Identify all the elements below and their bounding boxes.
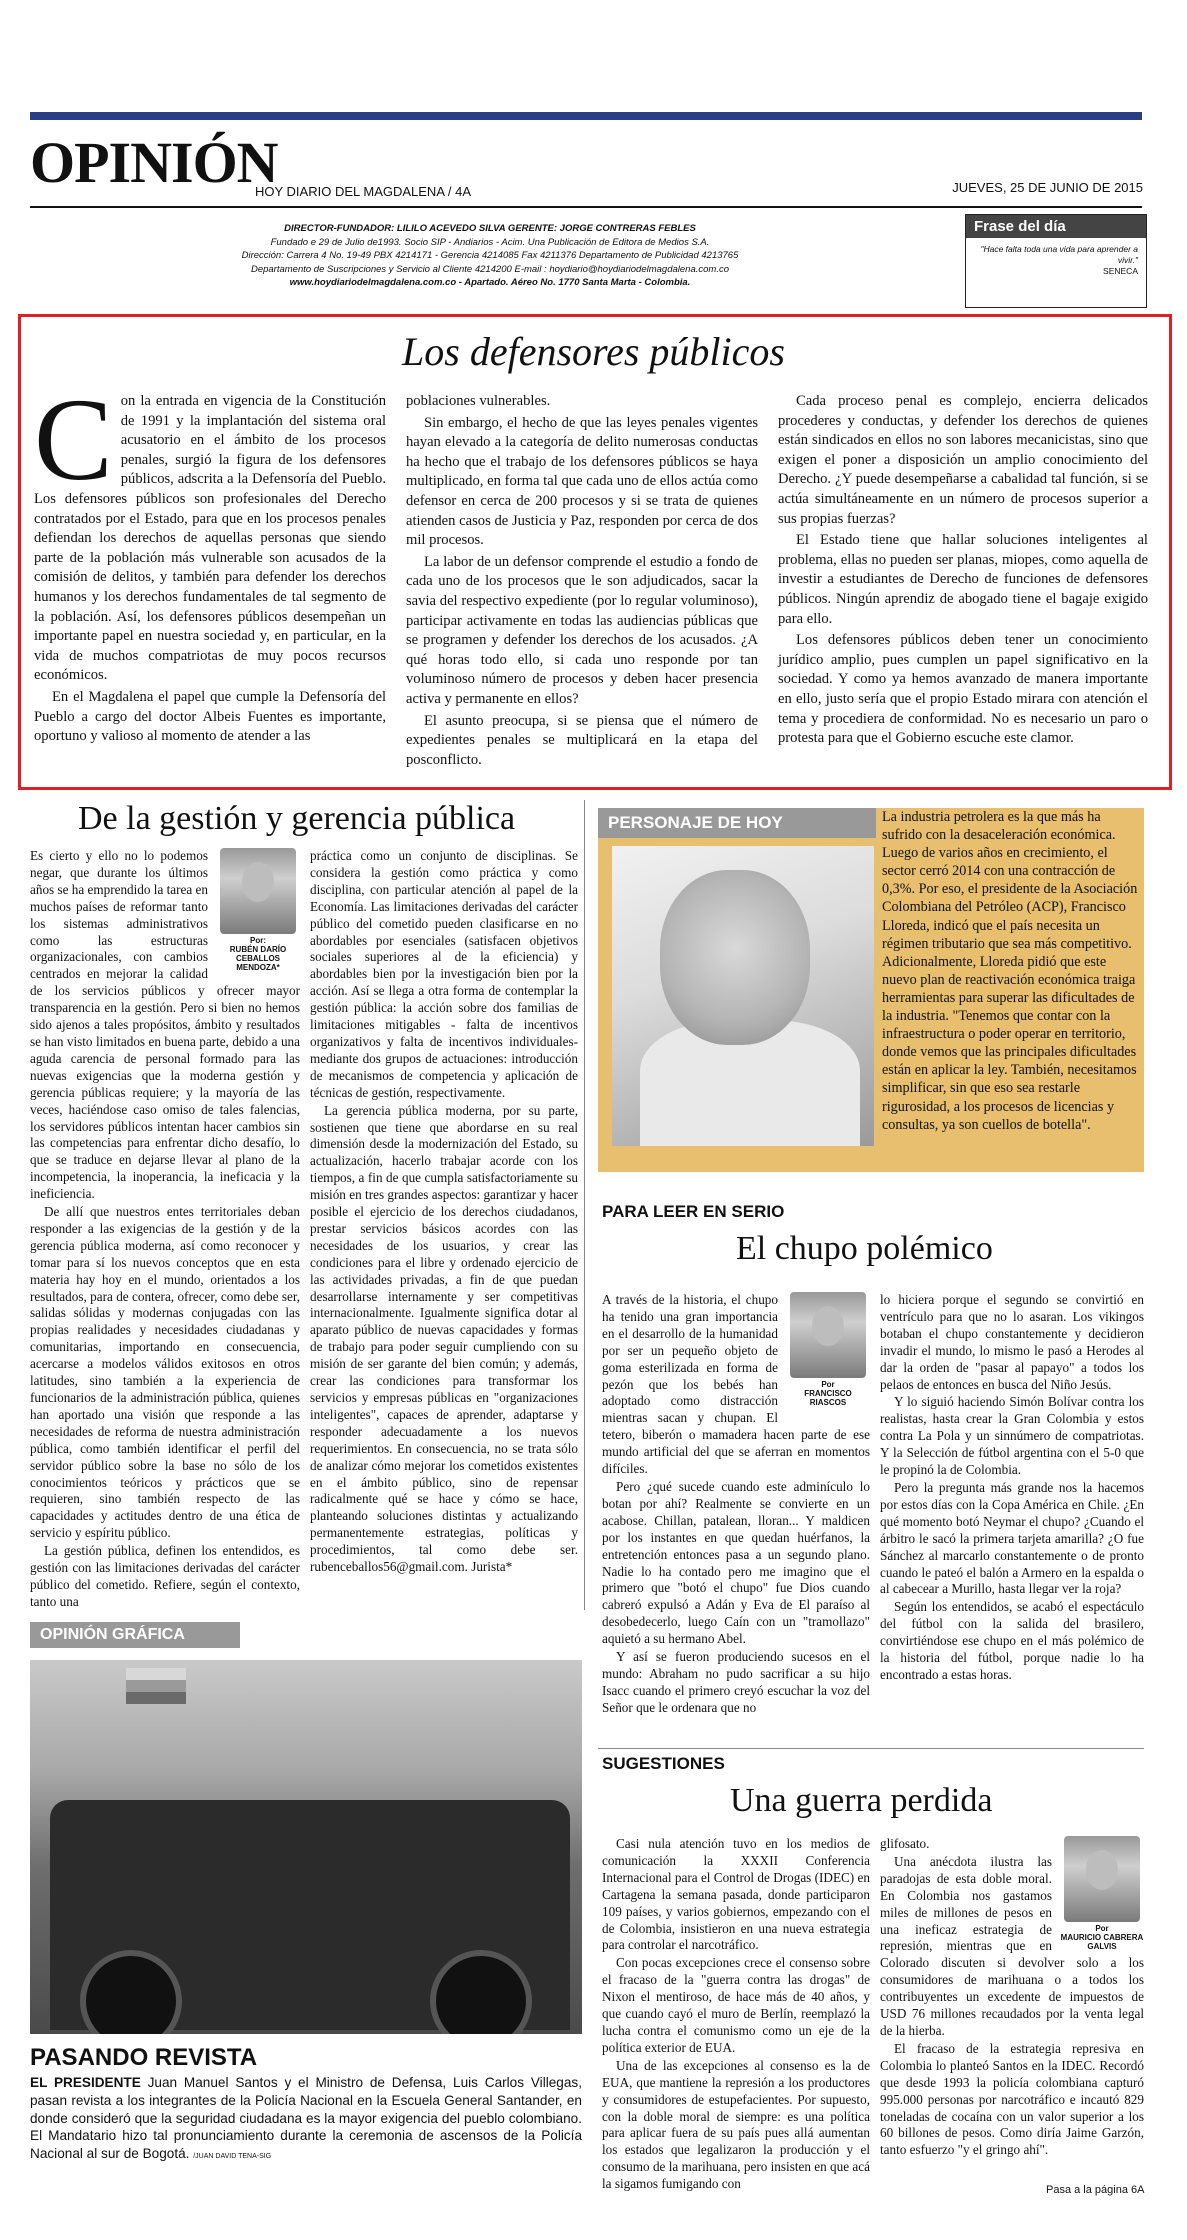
caption-lead: EL PRESIDENTE [30,2075,141,2090]
editorial-column-3 [778,392,1148,751]
guerra-column-2 [880,1836,1144,2160]
guerra-column-1 [602,1836,870,2194]
byline-name: MAURICIO CABRERA GALVIS [1060,1933,1144,1951]
chupo-paragraph: lo hiciera porque el segundo se convirtió en ventrículo para que no lo asaran. Los vikingos botaban el chupo constantemente y decidieron invadir el mundo, lo mismo le pasó a Herodes al dar la orden de "pasar al papayo" a todos los pelaos de entonces en busca del Niño Jesús. [880,1292,1144,1392]
guerra-title: Una guerra perdida [730,1782,993,1819]
editorial-paragraph: Sin embargo, el hecho de que las leyes penales vigentes hayan elevado a la categoría de delito numerosas conductas ha hecho que el trabajo de los defensores públicos se haya multiplicado, en forma tal que cada uno de ellos actúa como defensor en cerca de 200 procesos y si se trata de quienes atienden casos de Justicia y Paz, responden por cerca de dos mil procesos. [406,414,758,549]
section-divider [598,1748,1144,1749]
drop-cap: C [34,374,113,505]
gestion-paragraph: Es cierto y ello no lo podemos negar, que durante los últimos años se ha emprendido la tarea en muchos países de reformar tanto los sistemas administrativos como las estructuras organizacionales, con cambios centrados en mejorar la calidad de los servicios públicos y ofrecer mayor transparencia en la gestión. Pero si bien no hemos sido ajenos a tales propósitos, ámbito y resultados se han visto limitados en buena parte, debido a una aguda carencia de personal formado para las nuevas exigencias que la moderna gestión y gerencia públicas requiere; y la mayoría de las veces, haciéndose caso omiso de tales falencias, los servidores públicos intentan hacer cambios sin las competencias para enfrentar dicho desafío, lo que se traduce en dejarse llevar al plano de la incompetencia, la inoperancia, la ineficacia y la ineficiencia. [30,848,300,1202]
guerra-paragraph: El fracaso de la estrategia represiva en Colombia lo planteó Santos en la IDEC. Recordó que desde 1993 la policía colombiana capturó 995.000 personas por narcotráfico e incautó 829 toneladas de cocaína con un valor superior a los 60 billones de pesos. Como diría Jaime Garzón, tanto esfuerzo "y el gringo ahí". [880,2040,1144,2158]
masthead-rule [30,206,1142,208]
gestion-paragraph: práctica como un conjunto de disciplinas. Se considera la gestión como práctica y como disciplina, con particular atención al papel de la Economía. Las limitaciones derivadas del carácter público del cometido pueden clasificarse en no abordables por esenciales (satisfacen objetivos sociales superiores al de la eficiencia) y abordables bien por la investigación bien por la acción. Así se llega a otra forma de contemplar la gestión pública: la acción sobre dos familias de limitaciones mitigables - falta de incentivos organizativos y falta de incentivos individuales- mediante dos grupos de actuaciones: introducción de mecanismos de competencia y aplicación de técnicas de gestión, respectivamente. [310,848,578,1100]
author-photo [790,1292,866,1378]
guerra-paragraph: Casi nula atención tuvo en los medios de comunicación la XXXII Conferencia Internacional para el Control de Drogas (IDEC) en Cartagena la semana pasada, donde participaron 109 países, y varios gobiernos, empezando con el de Colombia, insistieron en una nueva estrategia para controlar el narcotráfico. [602,1836,870,1953]
guerra-paragraph: Con pocas excepciones crece el consenso sobre el fracaso de la "guerra contra las drogas" de Nixon el mentiroso, de hace más de 40 años, y que cuando cayó el muro de Berlín, reemplazó la lucha contra el comunismo como un eje de la política exterior de EUA. [602,1955,870,2055]
editorial-paragraph: poblaciones vulnerables. [406,393,551,409]
wheel-graphic [430,1950,532,2034]
credit-line: Dirección: Carrera 4 No. 19-49 PBX 4214171 - Gerencia 4214085 Fax 4211376 Departamento de Publicidad 4213765 [241,250,739,261]
editorial-column-2 [406,392,758,772]
gestion-paragraph: La gerencia pública moderna, por su parte, sostienen que tiene que abordarse en su real dimensión desde la modernización del Estado, su actualización, hacerlo trabajar acorde con los tiempos, a fin de que cumpla satisfactoriamente su misión en tres grandes aspectos: garantizar y hacer posible el ejercicio de los derechos ciudadanos, prestar servicios básicos acordes con las necesidades de los usuarios, y crear las condiciones para el libre y ordenado ejercicio de las actividades privadas, a fin de que puedan desarrollarse internamente y ser competitivas internacionalmente. Igualmente significa dotar al aparato público de nuevas capacidades y formas de trabajo para poder seguir cumpliendo con su misión de ser garante del bien común; y además, crear las condiciones para transformar los servicios y empresas públicas en "organizaciones inteligentes", capaces de aprender, adaptarse y responder adecuadamente a los nuevos requerimientos. En consecuencia, no se trata sólo de analizar cómo mejorar los cometidos existentes en el ámbito público, sino de repensar radicalmente qué se hace y cómo se hace, planteando soluciones distintas y actualizando permanentemente estrategias, políticas y procedimientos, tal como debe ser. rubenceballos56@gmail.com. Jurista* [310,1102,578,1575]
gestion-column-2 [310,848,578,1577]
chupo-kicker: PARA LEER EN SERIO [602,1202,785,1221]
guerra-paragraph: Una anécdota ilustra las paradojas de esta doble moral. En Colombia nos gastamos miles de millones de pesos en una ineficaz estrategia de represión, mientras que en Colorado discuten si devolver solo a los consumidores de marihuana o a todos los contribuyentes un excedente de impuestos de USD 76 millones recaudados por la venta legal de la hierba. [880,1853,1144,2038]
editorial-paragraph: El Estado tiene que hallar soluciones inteligentes al problema, ellas no pueden ser planas, miopes, como aquella de investir a estudiantes de Derecho de funciones de defensores públicos. Ningún aprendiz de abogado tiene el bagaje exigido para ello. [778,532,1148,627]
byline-name: RUBÉN DARÍO CEBALLOS MENDOZA* [229,945,287,972]
credit-line: www.hoydiariodelmagdalena.com.co - Apartado. Aéreo No. 1770 Santa Marta - Colombia. [289,277,691,288]
gestion-column-1 [30,848,300,1612]
chupo-paragraph: Según los entendidos, se acabó el espectáculo del fútbol con la salida del brasilero, convirtiéndose ese chupo en el más polémico de la historia del fútbol, porque nadie lo ha encontrado a estas horas. [880,1599,1144,1682]
chupo-column-2 [880,1292,1144,1685]
masthead-top-bar [30,112,1142,120]
flag-graphic [126,1668,186,1704]
quote-author: SENECA [1103,266,1138,276]
author-photo [1064,1836,1140,1922]
credit-line: DIRECTOR-FUNDADOR: LILILO ACEVEDO SILVA GERENTE: JORGE CONTRERAS FEBLES [284,223,696,234]
chupo-paragraph: A través de la historia, el chupo ha tenido una gran importancia en el desarrollo de la humanidad por ser un pequeño objeto de goma esterilizada en forma de pezón que los bebés han adoptado como distracción mientras sacan y chupan. El tetero, biberón o mamadera hacen parte de ese mundo artificial del que se aferran en momentos difíciles. [602,1292,870,1477]
chupo-paragraph: Y lo siguió haciendo Simón Bolívar contra los realistas, hasta crear la Gran Colombia y estos contra La Pola y un sinnúmero de compatriotas. Y la Selección de fútbol argentina con el 5-0 que le propinó la de Colombia. [880,1394,1144,1478]
personaje-photo-face [660,870,810,1045]
editorial-paragraph: Cada proceso penal es complejo, encierra delicados procederes y conductas, y defender los derechos de quienes están sindicados en ellos no son labores mecanicistas, sino que exigen el poner a disposición un amplio conocimiento del Derecho. ¿Y puede desempeñarse a cabalidad tal función, si se actúa simultáneamente en un número de procesos superior a sus propias fuerzas? [778,393,1148,527]
guerra-paragraph: glifosato. [880,1836,930,1851]
section-title: OPINIÓN [30,130,278,195]
editorial-paragraph: on la entrada en vigencia de la Constitución de 1991 y la implantación del sistema oral acusatorio en el ámbito de los procesos penales, surgió la figura de los defensores públicos, adscrita a la Defensoría del Pueblo. Los defensores públicos son profesionales del Derecho contratados por el Estado, para que en los procesos penales defiendan los derechos de aquellas personas que siendo parte de la población más vulnerable son acusados de la comisión de delitos, y también para defender los derechos humanos y los derechos fundamentales de tal segmento de la población. Así, los defensores públicos desempeñan un importante papel en nuestra sociedad y, en particular, en la vida de muchos compatriotas de muy pocos recursos económicos. [34,393,386,684]
photo-title: PASANDO REVISTA [30,2044,258,2071]
gestion-title: De la gestión y gerencia pública [78,800,516,837]
editorial-paragraph: Los defensores públicos deben tener un conocimiento jurídico amplio, pues cumplen un papel significativo en la sociedad. Y como ya hemos avanzado de manera importante en ello, justo sería que el propio Estado mirara con atención el tema y procediera de conformidad. No es necesario un paro o protesta para que el Gobierno escuche este clamor. [778,632,1148,747]
staff-credits [30,222,950,290]
continue-link[interactable]: Pasa a la página 6A [1046,2184,1145,2196]
photo-credit: /JUAN DAVID TENA-SIG [193,2153,272,2161]
editorial-paragraph: El asunto preocupa, si se piensa que el número de expedientes penales se multiplicará en la etapa del posconflicto. [406,712,758,768]
editorial-title: Los defensores públicos [402,329,785,374]
quote-text: "Hace falta toda una vida para aprender a vivir." [980,244,1138,265]
opinion-grafica-photo [30,1660,582,2034]
byline-por: Por: [250,936,266,945]
guerra-paragraph: Una de las excepciones al consenso es la de EUA, que mantiene la represión a los productores y consumidores de estupefacientes. Por supuesto, con la doble moral de siempre: es una política para aplicar fuera de su país pues allá aumentan los estados que legalizaron la producción y el consumo de la marihuana, pero insisten en que acá la sigamos fumigando con [602,2057,870,2192]
vehicle-graphic [50,1800,570,2030]
byline [1060,1836,1144,1951]
credit-line: Fundado e 29 de Julio de1993. Socio SIP - Andiarios - Acim. Una Publicación de Editora de Medios S.A. [270,236,710,248]
byline-name: FRANCISCO RIASCOS [804,1389,852,1407]
opinion-grafica-label: OPINIÓN GRÁFICA [30,1622,240,1648]
photo-caption [30,2074,582,2166]
personaje-text: La industria petrolera es la que más ha sufrido con la desaceleración económica. Luego de varios años en crecimiento, el sector cerró 2014 con una contracción de 0,3%. Por eso, el presidente de la Asociación Colombiana del Petróleo (ACP), Francisco Lloreda, indicó que el país necesita un régimen tributario que sea más competitivo. Adicionalmente, Lloreda pidió que este nuevo plan de reactivación económica traiga herramientas para superar las dificultades de la industria. "Tenemos que contar con la infraestructura o poder operar en territorio, donde vemos que las principales dificultades están en aplicar la ley. También, necesitamos simplificar, sin que eso sea restarle rigurosidad, a los procesos de licencias y consultas, ya son cuellos de botella". [882,809,1138,1133]
gestion-paragraph: De allí que nuestros entes territoriales deban responder a las exigencias de la gestión y de la gerencia pública moderna, así como reconocer y tomar para sí los nuevos conceptos que en esta materia hay hoy en el mundo, orientados a los resultados, para de contera, ofrecer, como debe ser, salidas sólidas y modernas conjugadas con las propias realidades y necesidades ciudadanas y comunitarias, importando en consecuencia, acercarse a modelos válidos exitosos en otros latitudes, sino también a la experiencia de funcionarios de la administración pública, quienes han aportado una visión que responde a las necesidades de reforma de nuestra administración pública, como también identificar el perfil del servidor público sobre la base no sólo de los conocimientos teóricos y prácticos que se requieren, sino también respecto de las capacidades y actitudes dentro de una ética de servicio y espíritu público. [30,1204,300,1541]
personaje-label: PERSONAJE DE HOY [598,808,876,838]
credit-line: Departamento de Suscripciones y Servicio al Cliente 4214200 E-mail : hoydiario@hoydiariodelmagdalena.com.co [250,263,730,275]
editorial-paragraph: La labor de un defensor comprende el estudio a fondo de cada uno de los procesos que le son adjudicados, sacar la savia del respectivo expediente (por lo regular voluminoso), participar activamente en todas las audiencias públicas que se programen y defender los derechos de los acusados. ¿A qué horas todo ello, si cada uno responde por tan voluminoso número de procesos y deben hacer presencia activa y permanente en ellos? [406,553,758,707]
byline [216,848,300,972]
editorial-paragraph: En el Magdalena el papel que cumple la Defensoría del Pueblo a cargo del doctor Albeis Fuentes es importante, oportuno y valioso al momento de atender a las [34,688,386,745]
quote-label: Frase del día [966,215,1146,238]
chupo-column-1 [602,1292,870,1718]
column-divider [584,800,585,1610]
editorial-column-1 [34,374,386,749]
author-photo [220,848,296,934]
byline-por: Por [821,1380,835,1389]
chupo-paragraph: Pero ¿qué sucede cuando este adminículo lo botan por ahí? Realmente se convierte en un acabose. Chillan, patalean, lloran... Y maldicen por los instantes en que quedan huérfanos, la entretención entonces pasa a un segundo plano. Nadie lo ha contado pero me imagino que el primero que "botó el chupo" fue Dios cuando cabreró expulsó a Adán y Eva de El paraíso al desobedecerlo, luego Caín con un "tramollazo" aquietó a su hermano Abel. [602,1478,870,1647]
chupo-title: El chupo polémico [736,1230,993,1267]
chupo-paragraph: Pero la pregunta más grande nos la hacemos por estos días con la Copa América en Chile. ¿En qué momento botó Neymar el chupo? ¿Cuando el árbitro le sacó la primera tarjeta amarilla? ¿O fue Sánchez al marcarlo constantemente o de pronto cuando le pateó el balón a Armero en la espalda o al cabecear a Murillo, hasta llegar ver la roja? [880,1479,1144,1597]
gestion-paragraph: La gestión pública, definen los entendidos, es gestión con las limitaciones derivadas del carácter público del cometido. Refiere, según el contexto, tanto una [30,1543,300,1609]
paper-name: HOY DIARIO DEL MAGDALENA / 4A [255,184,472,199]
issue-date: JUEVES, 25 DE JUNIO DE 2015 [952,180,1143,195]
chupo-paragraph: Y así se fueron produciendo sucesos en el mundo: Abraham no pudo sacrificar a su hijo Isacc cuando el primero creyó escuchar la voz del Señor que le ordenara que no [602,1649,870,1715]
caption-text: Juan Manuel Santos y el Ministro de Defensa, Luis Carlos Villegas, pasan revista a los integrantes de la Policía Nacional en la Escuela General Santander, en donde consideró que la seguridad ciudadana es la mayor exigencia del pueblo colombiano. El Mandatario hizo tal pronunciamiento durante la ceremonia de ascensos de la Policía Nacional al sur de Bogotá. [30,2075,582,2162]
guerra-kicker: SUGESTIONES [602,1754,725,1773]
byline-por: Por [1095,1924,1109,1933]
wheel-graphic [80,1950,182,2034]
byline [786,1292,870,1407]
quote-of-the-day-box [965,214,1147,308]
